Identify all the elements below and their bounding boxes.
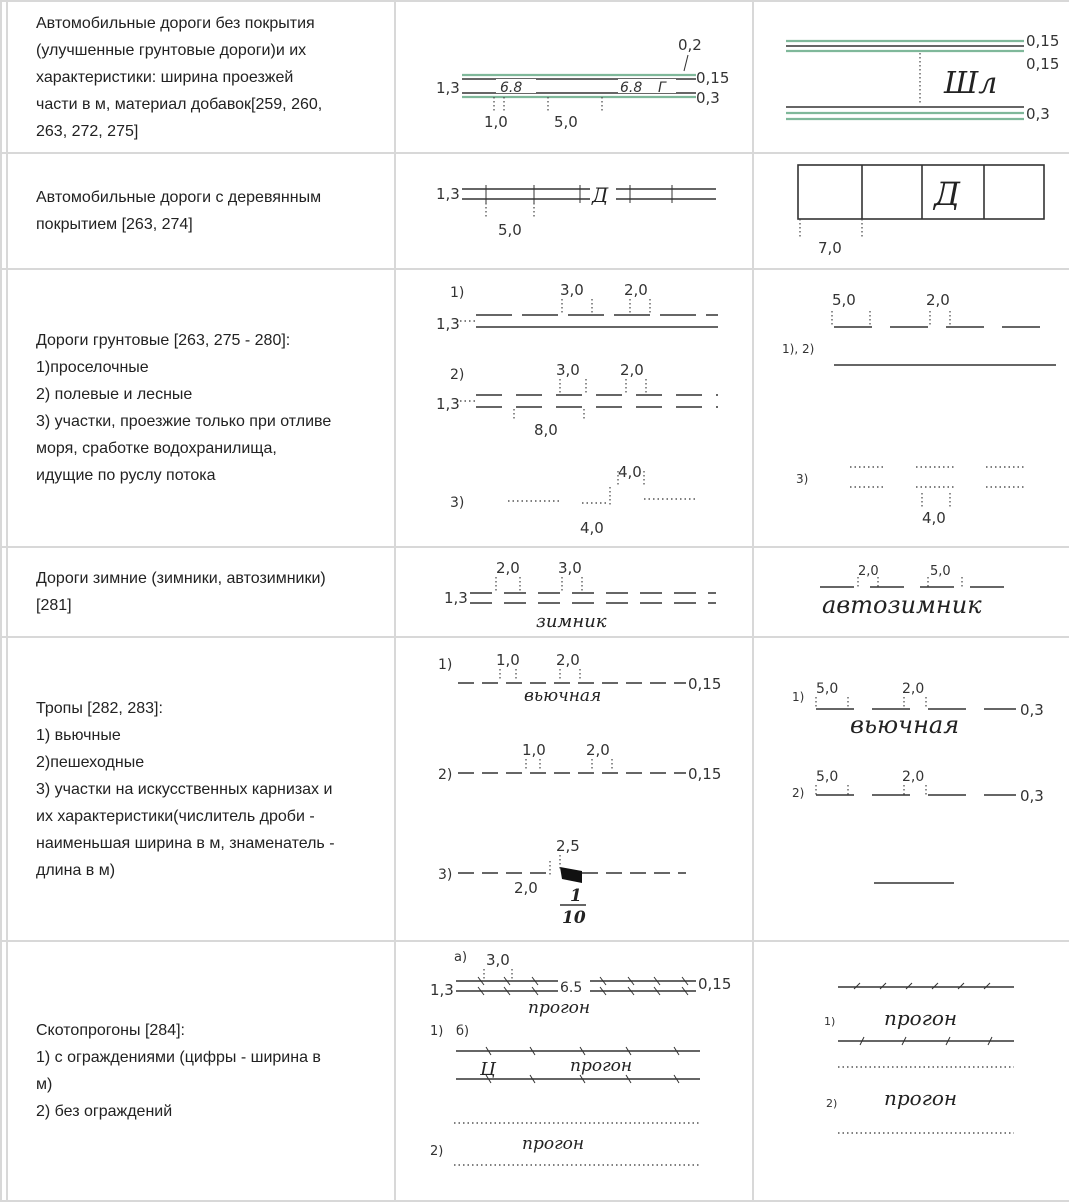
row-description: Тропы [282, 283]: 1) вьючные 2)пешеходные 3) участки на искусственных карнизах и их характеристики(числитель дроби - наименьшая ширина в м, знаменатель - длина в м) bbox=[36, 699, 335, 879]
description-cell bbox=[7, 941, 395, 1201]
track-label: прогон bbox=[522, 1134, 585, 1154]
symbol-small-cell bbox=[753, 153, 1069, 269]
item-number: 3) bbox=[796, 472, 809, 486]
description-cell bbox=[7, 153, 395, 269]
dimension-label: 2,0 bbox=[926, 291, 950, 309]
annotation-label: 0,3 bbox=[1020, 701, 1044, 719]
item-number: 1) bbox=[438, 657, 453, 673]
item-number: 1) bbox=[450, 285, 465, 301]
annotation-label: 0,15 bbox=[1026, 55, 1060, 73]
annotation-label: 0,15 bbox=[688, 765, 722, 783]
annotation-label: 0,15 bbox=[688, 675, 722, 693]
annotation-label: 0,15 bbox=[1026, 32, 1060, 50]
dimension-label: 2,0 bbox=[496, 559, 520, 577]
width-label: 1,3 bbox=[436, 315, 460, 333]
cattle-track-symbol-small bbox=[754, 943, 1069, 1199]
dirt-road-symbol-large bbox=[396, 271, 752, 545]
annotation-label: 0,15 bbox=[696, 69, 730, 87]
dimension-label: 5,0 bbox=[816, 769, 839, 785]
width-label: 1,3 bbox=[436, 395, 460, 413]
symbol-small-cell bbox=[753, 269, 1069, 547]
dimension-label: 5,0 bbox=[816, 681, 839, 697]
table-row bbox=[1, 269, 1069, 547]
symbol-large-cell bbox=[395, 547, 753, 637]
item-number: 2) bbox=[792, 786, 805, 800]
dimension-label: 3,0 bbox=[558, 559, 582, 577]
item-number: 3) bbox=[450, 495, 465, 511]
road-label: зимник bbox=[536, 611, 607, 632]
wooden-road-symbol-small bbox=[754, 155, 1069, 267]
winter-road-symbol-small bbox=[754, 549, 1069, 635]
description-cell bbox=[7, 269, 395, 547]
item-number: 3) bbox=[438, 867, 453, 883]
row-description: Скотопрогоны [284]: 1) с ограждениями (цифры - ширина в м) 2) без ограждений bbox=[36, 1022, 321, 1120]
dimension-label: 2,0 bbox=[556, 651, 580, 669]
dimension-label: 4,0 bbox=[922, 509, 946, 527]
track-label: прогон bbox=[884, 1006, 958, 1030]
item-number: 2) bbox=[450, 367, 465, 383]
dimension-label: 8,0 bbox=[534, 421, 558, 439]
description-cell bbox=[7, 637, 395, 941]
dimension-label: 4,0 bbox=[580, 519, 604, 537]
dimension-label: 5,0 bbox=[930, 564, 951, 579]
table-row bbox=[1, 1, 1069, 153]
item-number: 1) bbox=[824, 1015, 836, 1028]
row-description: Дороги зимние (зимники, автозимники) [281] bbox=[36, 570, 326, 614]
dimension-label: 7,0 bbox=[818, 239, 842, 257]
symbol-large-cell bbox=[395, 1, 753, 153]
item-number: 1) bbox=[430, 1024, 444, 1039]
track-label: прогон bbox=[570, 1056, 633, 1076]
trail-symbol-large bbox=[396, 639, 752, 939]
dimension-label: 1,0 bbox=[522, 741, 546, 759]
width-value: 6.8 bbox=[500, 80, 523, 96]
dimension-label: 4,0 bbox=[618, 463, 642, 481]
width-value: 6.5 bbox=[560, 980, 583, 996]
symbol-small-cell bbox=[753, 1, 1069, 153]
item-number: 2) bbox=[430, 1144, 444, 1159]
symbol-small-cell bbox=[753, 941, 1069, 1201]
dimension-label: 2,0 bbox=[858, 564, 879, 579]
dimension-label: 2,0 bbox=[586, 741, 610, 759]
annotation-label: 0,3 bbox=[1020, 787, 1044, 805]
description-cell bbox=[7, 1, 395, 153]
width-label: 1,3 bbox=[436, 79, 460, 97]
symbol-large-cell bbox=[395, 269, 753, 547]
trail-symbol-small bbox=[754, 639, 1069, 939]
cattle-track-symbol-large bbox=[396, 943, 752, 1199]
table-row bbox=[1, 637, 1069, 941]
width-value: 6.8 bbox=[620, 80, 643, 96]
winter-road-symbol-large bbox=[396, 549, 752, 635]
dimension-label: 1,0 bbox=[496, 651, 520, 669]
width-label: 1,3 bbox=[436, 185, 460, 203]
fraction-numerator: 1 bbox=[570, 886, 582, 906]
row-description: Дороги грунтовые [263, 275 - 280]: 1)проселочные 2) полевые и лесные 3) участки, проезжие только при отливе моря, сработке водохранилища, идущие по руслу потока bbox=[36, 332, 332, 484]
row-description: Автомобильные дороги с деревянным покрытием [263, 274] bbox=[36, 189, 322, 233]
symbol-small-cell bbox=[753, 547, 1069, 637]
dimension-label: 3,0 bbox=[560, 281, 584, 299]
unpaved-road-symbol-small bbox=[754, 3, 1069, 151]
annotation-label: 0,3 bbox=[1026, 105, 1050, 123]
dimension-label: 2,0 bbox=[624, 281, 648, 299]
item-number: 2) bbox=[438, 767, 453, 783]
annotation-label: 0,3 bbox=[696, 89, 720, 107]
variant-label: б) bbox=[456, 1024, 470, 1039]
symbol-large-cell bbox=[395, 153, 753, 269]
unpaved-road-symbol-large bbox=[396, 3, 752, 151]
symbol-large-cell bbox=[395, 637, 753, 941]
track-label: прогон bbox=[884, 1086, 958, 1110]
symbol-small-cell bbox=[753, 637, 1069, 941]
dimension-label: 2,5 bbox=[556, 837, 580, 855]
annotation-label: 0,15 bbox=[698, 975, 732, 993]
dimension-label: 3,0 bbox=[486, 951, 510, 969]
dimension-label: 5,0 bbox=[498, 221, 522, 239]
row-description: Автомобильные дороги без покрытия (улучшенные грунтовые дороги)и их характеристики: ширина проезжей части в м, материал добавок[259, 260, 263, 272, 275] bbox=[36, 14, 323, 140]
symbol-large-cell bbox=[395, 941, 753, 1201]
dimension-label: 3,0 bbox=[556, 361, 580, 379]
material-label: Д bbox=[592, 183, 609, 207]
dimension-label: 5,0 bbox=[554, 113, 578, 131]
track-label: прогон bbox=[528, 998, 591, 1018]
dirt-road-symbol-small bbox=[754, 271, 1069, 545]
dimension-label: 2,0 bbox=[620, 361, 644, 379]
material-label: Д bbox=[934, 175, 961, 213]
fraction-denominator: 10 bbox=[562, 908, 586, 928]
wooden-road-symbol-large bbox=[396, 155, 752, 267]
road-label: автозимник bbox=[822, 591, 982, 619]
material-label: Г bbox=[658, 80, 666, 96]
trail-label: вьючная bbox=[524, 686, 602, 706]
dimension-label: 5,0 bbox=[832, 291, 856, 309]
table-row bbox=[1, 153, 1069, 269]
width-label: 1,3 bbox=[430, 981, 454, 999]
table-row bbox=[1, 547, 1069, 637]
material-label: Ц bbox=[480, 1059, 496, 1080]
width-label: 1,3 bbox=[444, 589, 468, 607]
variant-label: а) bbox=[454, 950, 468, 965]
item-number: 1) bbox=[792, 690, 805, 704]
material-label: Шл bbox=[944, 66, 998, 101]
annotation-label: 0,2 bbox=[678, 36, 702, 54]
item-number: 1), 2) bbox=[782, 342, 815, 356]
dimension-label: 2,0 bbox=[902, 681, 925, 697]
dimension-label: 1,0 bbox=[484, 113, 508, 131]
dimension-label: 2,0 bbox=[902, 769, 925, 785]
dimension-label: 2,0 bbox=[514, 879, 538, 897]
table-row bbox=[1, 941, 1069, 1201]
description-cell bbox=[7, 547, 395, 637]
trail-label: вьючная bbox=[850, 711, 960, 739]
item-number: 2) bbox=[826, 1097, 838, 1110]
